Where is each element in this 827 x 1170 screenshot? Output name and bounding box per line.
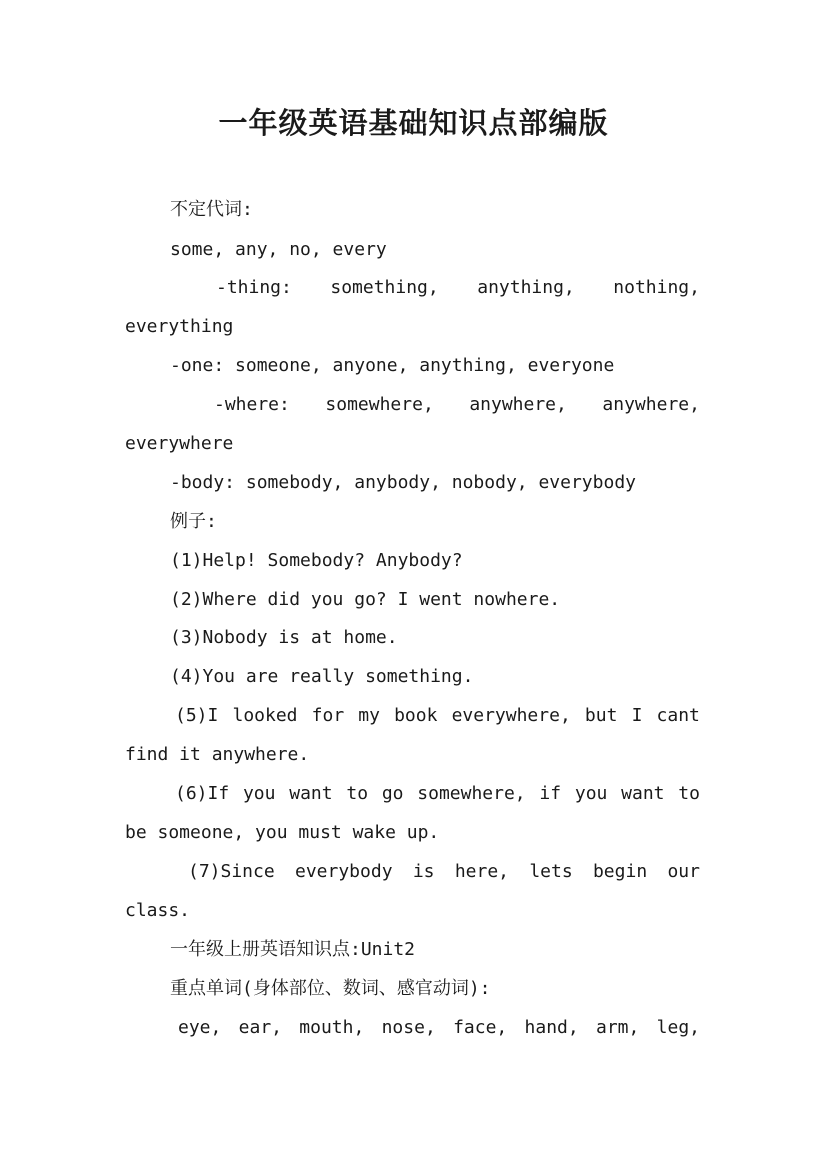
word: anywhere, — [469, 394, 567, 415]
text-line: (1)Help! Somebody? Anybody? — [170, 550, 463, 571]
word: for — [311, 705, 345, 726]
text-line: 例子: — [170, 511, 217, 532]
text-line: 一年级上册英语知识点:Unit2 — [170, 939, 416, 960]
word: hand, — [524, 1017, 579, 1038]
word: everywhere, — [451, 705, 571, 726]
word: everybody — [295, 861, 393, 882]
text-line: 不定代词: — [170, 199, 253, 220]
word: you — [242, 783, 276, 804]
word: lets — [529, 861, 573, 882]
word: face, — [453, 1017, 508, 1038]
word: anything, — [477, 277, 575, 298]
word: -where: — [214, 394, 290, 415]
text-line-justified — [175, 780, 700, 808]
word: cant — [656, 705, 700, 726]
word: go — [381, 783, 404, 804]
word: here, — [454, 861, 510, 882]
text-line: (3)Nobody is at home. — [170, 627, 398, 648]
text-line-justified — [175, 702, 700, 730]
text-line: everywhere — [125, 433, 234, 454]
word: if — [539, 783, 562, 804]
word: somewhere, — [325, 394, 434, 415]
text-line-justified — [216, 274, 700, 302]
text-line-justified — [214, 391, 700, 419]
word: nose, — [381, 1017, 436, 1038]
word: something, — [330, 277, 439, 298]
text-line: (2)Where did you go? I went nowhere. — [170, 589, 561, 610]
word: somewhere, — [417, 783, 526, 804]
text-line: be someone, you must wake up. — [125, 822, 440, 843]
page-title: 一年级英语基础知识点部编版 — [218, 106, 609, 140]
text-line: -body: somebody, anybody, nobody, everybody — [170, 472, 636, 493]
text-line: everything — [125, 316, 234, 337]
word: arm, — [596, 1017, 640, 1038]
text-line: (4)You are really something. — [170, 666, 474, 687]
word: I — [631, 705, 643, 726]
text-line: find it anywhere. — [125, 744, 310, 765]
word: (7)Since — [188, 861, 275, 882]
word: begin — [592, 861, 648, 882]
word: (6)If — [175, 783, 230, 804]
text-line: class. — [125, 900, 191, 921]
word: you — [574, 783, 608, 804]
word: want — [289, 783, 333, 804]
word: to — [346, 783, 369, 804]
text-line: 重点单词(身体部位、数词、感官动词): — [170, 978, 491, 999]
word: eye, — [178, 1017, 222, 1038]
word: looked — [232, 705, 298, 726]
word: my — [358, 705, 380, 726]
word: -thing: — [216, 277, 292, 298]
word: book — [394, 705, 438, 726]
word: but — [584, 705, 618, 726]
word: ear, — [238, 1017, 282, 1038]
word: want — [621, 783, 665, 804]
word: (5)I — [175, 705, 219, 726]
text-line: -one: someone, anyone, anything, everyone — [170, 355, 615, 376]
word: our — [667, 861, 700, 882]
text-line-justified — [178, 1014, 700, 1042]
text-line: some, any, no, every — [170, 239, 387, 260]
text-line-justified — [188, 858, 700, 886]
word: mouth, — [299, 1017, 365, 1038]
word: to — [678, 783, 700, 804]
word: anywhere, — [602, 394, 700, 415]
word: leg, — [656, 1017, 700, 1038]
word: nothing, — [613, 277, 700, 298]
word: is — [412, 861, 435, 882]
